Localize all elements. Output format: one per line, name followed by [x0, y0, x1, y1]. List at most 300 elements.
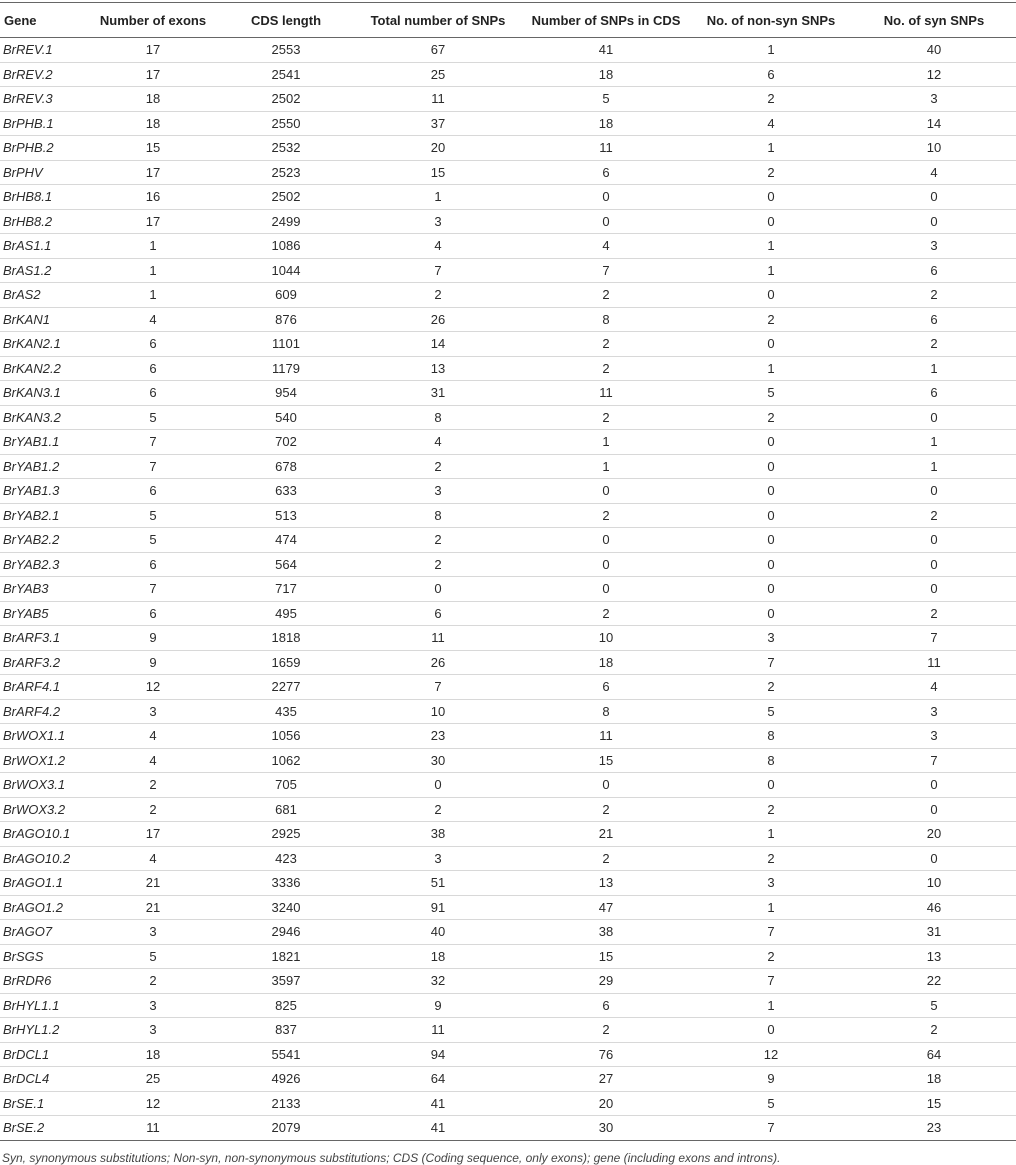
value-cell: 2133: [271, 1095, 301, 1111]
table-row: [0, 993, 1016, 1018]
table-row: [0, 528, 1016, 553]
gene-name-cell: BrHYL1.2: [3, 1022, 60, 1038]
value-cell: 0: [930, 850, 938, 866]
gene-name-cell: BrAS2: [3, 287, 41, 303]
table-header: [0, 3, 1016, 38]
value-cell: 37: [430, 115, 446, 131]
value-cell: 2: [767, 409, 775, 425]
gene-name-cell: BrYAB1.1: [3, 434, 60, 450]
table-row: [0, 773, 1016, 798]
value-cell: 13: [430, 360, 446, 376]
value-cell: 6: [930, 311, 938, 327]
value-cell: 1: [602, 434, 610, 450]
value-cell: 4: [149, 728, 157, 744]
value-cell: 7: [767, 973, 775, 989]
value-cell: 2: [602, 336, 610, 352]
value-cell: 0: [930, 213, 938, 229]
value-cell: 47: [598, 899, 614, 915]
table-footnote: Syn, synonymous substitutions; Non-syn, non-synonymous substitutions; CDS (Coding sequence, only exons); gene (including exons and introns).: [2, 1150, 781, 1165]
value-cell: 6: [149, 556, 157, 572]
value-cell: 1062: [271, 752, 301, 768]
value-cell: 1086: [271, 238, 301, 254]
value-cell: 0: [767, 483, 775, 499]
value-cell: 2: [602, 1022, 610, 1038]
gene-name-cell: BrAGO10.2: [3, 850, 71, 866]
value-cell: 30: [430, 752, 446, 768]
value-cell: 2532: [271, 140, 301, 156]
value-cell: 12: [926, 66, 942, 82]
value-cell: 20: [926, 826, 942, 842]
value-cell: 5: [149, 409, 157, 425]
value-cell: 2: [602, 801, 610, 817]
value-cell: 1659: [271, 654, 301, 670]
value-cell: 2: [602, 605, 610, 621]
value-cell: 0: [602, 189, 610, 205]
value-cell: 94: [430, 1046, 446, 1062]
value-cell: 1821: [271, 948, 301, 964]
value-cell: 21: [145, 875, 161, 891]
value-cell: 8: [434, 409, 442, 425]
gene-name-cell: BrREV.2: [3, 66, 53, 82]
value-cell: 31: [430, 385, 446, 401]
value-cell: 3: [149, 924, 157, 940]
value-cell: 702: [275, 434, 297, 450]
table-row: [0, 1018, 1016, 1043]
value-cell: 1: [149, 238, 157, 254]
value-cell: 4: [930, 679, 938, 695]
value-cell: 31: [926, 924, 942, 940]
value-cell: 41: [430, 1120, 446, 1136]
value-cell: 2: [930, 605, 938, 621]
value-cell: 10: [926, 140, 942, 156]
value-cell: 1: [767, 140, 775, 156]
value-cell: 1056: [271, 728, 301, 744]
value-cell: 15: [598, 752, 614, 768]
column-header: No. of syn SNPs: [883, 12, 985, 28]
value-cell: 15: [926, 1095, 942, 1111]
table-row: [0, 1091, 1016, 1116]
value-cell: 4926: [271, 1071, 301, 1087]
value-cell: 1: [767, 42, 775, 58]
value-cell: 10: [430, 703, 446, 719]
table-row: [0, 136, 1016, 161]
value-cell: 513: [275, 507, 297, 523]
value-cell: 2541: [271, 66, 301, 82]
value-cell: 0: [434, 581, 442, 597]
value-cell: 5: [602, 91, 610, 107]
value-cell: 3: [767, 875, 775, 891]
value-cell: 32: [430, 973, 446, 989]
value-cell: 0: [767, 287, 775, 303]
value-cell: 1: [602, 458, 610, 474]
table-row: [0, 944, 1016, 969]
value-cell: 21: [598, 826, 614, 842]
value-cell: 8: [602, 311, 610, 327]
value-cell: 1: [767, 997, 775, 1013]
value-cell: 12: [145, 1095, 161, 1111]
value-cell: 41: [598, 42, 614, 58]
value-cell: 6: [149, 605, 157, 621]
value-cell: 4: [149, 311, 157, 327]
value-cell: 4: [434, 434, 442, 450]
value-cell: 0: [930, 483, 938, 499]
table-row: [0, 626, 1016, 651]
value-cell: 4: [767, 115, 775, 131]
value-cell: 2: [602, 287, 610, 303]
value-cell: 8: [602, 703, 610, 719]
value-cell: 2277: [271, 679, 301, 695]
value-cell: 2: [767, 311, 775, 327]
value-cell: 1: [930, 458, 938, 474]
value-cell: 423: [275, 850, 297, 866]
value-cell: 6: [930, 262, 938, 278]
table-row: [0, 160, 1016, 185]
value-cell: 2: [767, 850, 775, 866]
value-cell: 0: [930, 581, 938, 597]
table-row: [0, 724, 1016, 749]
value-cell: 0: [767, 336, 775, 352]
value-cell: 2: [434, 556, 442, 572]
value-cell: 2: [149, 777, 157, 793]
value-cell: 2523: [271, 164, 301, 180]
value-cell: 2: [767, 948, 775, 964]
value-cell: 0: [930, 189, 938, 205]
value-cell: 825: [275, 997, 297, 1013]
gene-name-cell: BrAGO1.2: [3, 899, 63, 915]
value-cell: 14: [926, 115, 942, 131]
table-row: [0, 307, 1016, 332]
value-cell: 22: [926, 973, 942, 989]
value-cell: 2553: [271, 42, 301, 58]
table-row: [0, 577, 1016, 602]
value-cell: 2946: [271, 924, 301, 940]
value-cell: 6: [434, 605, 442, 621]
value-cell: 18: [926, 1071, 942, 1087]
column-header: Total number of SNPs: [370, 12, 506, 28]
value-cell: 0: [767, 556, 775, 572]
value-cell: 2: [767, 679, 775, 695]
value-cell: 2502: [271, 91, 301, 107]
value-cell: 67: [430, 42, 446, 58]
value-cell: 17: [145, 164, 161, 180]
value-cell: 1: [149, 262, 157, 278]
value-cell: 435: [275, 703, 297, 719]
value-cell: 0: [767, 581, 775, 597]
value-cell: 3: [930, 728, 938, 744]
value-cell: 0: [930, 409, 938, 425]
value-cell: 3: [930, 238, 938, 254]
value-cell: 6: [149, 483, 157, 499]
table-row: [0, 381, 1016, 406]
gene-name-cell: BrREV.3: [3, 91, 53, 107]
table-row: [0, 1067, 1016, 1092]
value-cell: 876: [275, 311, 297, 327]
gene-name-cell: BrRDR6: [3, 973, 52, 989]
value-cell: 2: [767, 91, 775, 107]
value-cell: 0: [930, 801, 938, 817]
value-cell: 0: [930, 556, 938, 572]
table-row: [0, 748, 1016, 773]
value-cell: 10: [598, 630, 614, 646]
value-cell: 0: [767, 434, 775, 450]
value-cell: 11: [431, 1022, 445, 1038]
value-cell: 495: [275, 605, 297, 621]
gene-name-cell: BrARF3.1: [3, 630, 61, 646]
value-cell: 3: [149, 703, 157, 719]
value-cell: 5: [767, 385, 775, 401]
value-cell: 18: [145, 91, 161, 107]
value-cell: 2: [930, 1022, 938, 1038]
value-cell: 18: [145, 1046, 161, 1062]
value-cell: 0: [434, 777, 442, 793]
value-cell: 20: [598, 1095, 614, 1111]
value-cell: 11: [599, 385, 613, 401]
gene-name-cell: BrKAN3.1: [3, 385, 61, 401]
value-cell: 7: [434, 679, 442, 695]
table-row: [0, 650, 1016, 675]
value-cell: 2925: [271, 826, 301, 842]
value-cell: 1: [767, 262, 775, 278]
table-row: [0, 846, 1016, 871]
value-cell: 2: [602, 360, 610, 376]
table-row: [0, 283, 1016, 308]
gene-name-cell: BrYAB2.3: [3, 556, 60, 572]
column-header: CDS length: [250, 12, 322, 28]
value-cell: 5541: [271, 1046, 301, 1062]
value-cell: 6: [149, 385, 157, 401]
value-cell: 4: [149, 850, 157, 866]
gene-name-cell: BrHYL1.1: [3, 997, 60, 1013]
gene-name-cell: BrPHB.1: [3, 115, 54, 131]
value-cell: 9: [149, 654, 157, 670]
value-cell: 3240: [271, 899, 301, 915]
table-row: [0, 797, 1016, 822]
value-cell: 11: [599, 728, 613, 744]
value-cell: 51: [430, 875, 446, 891]
value-cell: 5: [767, 1095, 775, 1111]
value-cell: 7: [434, 262, 442, 278]
table-row: [0, 675, 1016, 700]
gene-name-cell: BrAS1.1: [3, 238, 52, 254]
value-cell: 609: [275, 287, 297, 303]
value-cell: 7: [930, 752, 938, 768]
gene-name-cell: BrWOX3.2: [3, 801, 66, 817]
value-cell: 7: [149, 581, 157, 597]
value-cell: 6: [767, 66, 775, 82]
value-cell: 21: [145, 899, 161, 915]
table-row: [0, 1116, 1016, 1141]
table-row: [0, 479, 1016, 504]
value-cell: 0: [602, 483, 610, 499]
value-cell: 16: [145, 189, 161, 205]
value-cell: 9: [434, 997, 442, 1013]
table-row: [0, 552, 1016, 577]
value-cell: 717: [275, 581, 297, 597]
value-cell: 3: [930, 703, 938, 719]
table-row: [0, 454, 1016, 479]
value-cell: 17: [145, 826, 161, 842]
value-cell: 2: [930, 336, 938, 352]
value-cell: 3597: [271, 973, 301, 989]
value-cell: 18: [598, 654, 614, 670]
value-cell: 5: [149, 532, 157, 548]
table-row: [0, 111, 1016, 136]
gene-name-cell: BrDCL1: [3, 1046, 50, 1062]
value-cell: 705: [275, 777, 297, 793]
value-cell: 13: [926, 948, 942, 964]
value-cell: 64: [430, 1071, 446, 1087]
value-cell: 0: [602, 532, 610, 548]
value-cell: 11: [431, 91, 445, 107]
value-cell: 0: [602, 581, 610, 597]
value-cell: 2079: [271, 1120, 301, 1136]
value-cell: 1101: [272, 336, 300, 352]
value-cell: 2502: [271, 189, 301, 205]
gene-name-cell: BrWOX3.1: [3, 777, 66, 793]
value-cell: 11: [146, 1120, 160, 1136]
value-cell: 837: [275, 1022, 297, 1038]
value-cell: 25: [145, 1071, 161, 1087]
value-cell: 6: [930, 385, 938, 401]
value-cell: 26: [430, 311, 446, 327]
gene-name-cell: BrHB8.1: [3, 189, 53, 205]
value-cell: 2550: [271, 115, 301, 131]
value-cell: 2: [434, 801, 442, 817]
table-body: [0, 38, 1016, 1141]
value-cell: 6: [149, 360, 157, 376]
value-cell: 0: [767, 458, 775, 474]
value-cell: 7: [149, 434, 157, 450]
gene-name-cell: BrWOX1.2: [3, 752, 66, 768]
value-cell: 6: [602, 679, 610, 695]
value-cell: 0: [767, 507, 775, 523]
table-row: [0, 871, 1016, 896]
value-cell: 2: [767, 801, 775, 817]
column-header: Number of exons: [99, 12, 207, 28]
table-row: [0, 234, 1016, 259]
value-cell: 1: [767, 899, 775, 915]
value-cell: 6: [602, 164, 610, 180]
value-cell: 5: [930, 997, 938, 1013]
value-cell: 7: [767, 1120, 775, 1136]
value-cell: 7: [767, 924, 775, 940]
table-row: [0, 332, 1016, 357]
value-cell: 2: [930, 507, 938, 523]
value-cell: 1044: [271, 262, 301, 278]
value-cell: 2: [767, 164, 775, 180]
value-cell: 678: [275, 458, 297, 474]
value-cell: 1: [930, 434, 938, 450]
value-cell: 17: [145, 42, 161, 58]
value-cell: 4: [434, 238, 442, 254]
value-cell: 8: [434, 507, 442, 523]
table-row: [0, 405, 1016, 430]
value-cell: 2: [434, 458, 442, 474]
gene-name-cell: BrHB8.2: [3, 213, 53, 229]
value-cell: 1: [767, 826, 775, 842]
value-cell: 13: [598, 875, 614, 891]
table-row: [0, 430, 1016, 455]
gene-name-cell: BrPHB.2: [3, 140, 54, 156]
value-cell: 1818: [271, 630, 301, 646]
value-cell: 474: [275, 532, 297, 548]
value-cell: 1: [767, 238, 775, 254]
gene-name-cell: BrAGO10.1: [3, 826, 71, 842]
gene-name-cell: BrYAB5: [3, 605, 49, 621]
value-cell: 8: [767, 752, 775, 768]
gene-name-cell: BrAGO1.1: [3, 875, 63, 891]
gene-name-cell: BrYAB2.1: [3, 507, 60, 523]
value-cell: 681: [275, 801, 297, 817]
header-row: [0, 3, 1016, 38]
gene-name-cell: BrKAN2.1: [3, 336, 61, 352]
value-cell: 40: [430, 924, 446, 940]
table-row: [0, 38, 1016, 63]
value-cell: 46: [926, 899, 942, 915]
value-cell: 2: [930, 287, 938, 303]
column-header: No. of non-syn SNPs: [706, 12, 836, 28]
value-cell: 5: [149, 948, 157, 964]
table-row: [0, 209, 1016, 234]
value-cell: 3: [149, 1022, 157, 1038]
value-cell: 6: [149, 336, 157, 352]
value-cell: 27: [598, 1071, 614, 1087]
value-cell: 11: [599, 140, 613, 156]
value-cell: 5: [767, 703, 775, 719]
value-cell: 564: [275, 556, 297, 572]
value-cell: 6: [602, 997, 610, 1013]
gene-name-cell: BrSGS: [3, 948, 44, 964]
gene-name-cell: BrAGO7: [3, 924, 53, 940]
value-cell: 0: [930, 777, 938, 793]
value-cell: 1: [149, 287, 157, 303]
column-header: Number of SNPs in CDS: [531, 12, 681, 28]
value-cell: 40: [926, 42, 942, 58]
value-cell: 5: [149, 507, 157, 523]
table-row: [0, 185, 1016, 210]
value-cell: 3: [434, 213, 442, 229]
table-row: [0, 1042, 1016, 1067]
value-cell: 41: [430, 1095, 446, 1111]
value-cell: 0: [767, 213, 775, 229]
value-cell: 10: [926, 875, 942, 891]
table-row: [0, 87, 1016, 112]
value-cell: 15: [430, 164, 446, 180]
table-row: [0, 699, 1016, 724]
value-cell: 38: [598, 924, 614, 940]
value-cell: 17: [145, 66, 161, 82]
gene-name-cell: BrDCL4: [3, 1071, 50, 1087]
value-cell: 3: [767, 630, 775, 646]
gene-name-cell: BrARF4.2: [3, 703, 61, 719]
gene-name-cell: BrARF3.2: [3, 654, 61, 670]
value-cell: 3: [434, 483, 442, 499]
value-cell: 4: [602, 238, 610, 254]
value-cell: 15: [598, 948, 614, 964]
gene-name-cell: BrREV.1: [3, 42, 53, 58]
gene-name-cell: BrYAB2.2: [3, 532, 60, 548]
value-cell: 0: [767, 189, 775, 205]
value-cell: 9: [767, 1071, 775, 1087]
value-cell: 0: [767, 1022, 775, 1038]
value-cell: 2499: [271, 213, 301, 229]
value-cell: 91: [430, 899, 446, 915]
value-cell: 1: [434, 189, 442, 205]
gene-name-cell: BrWOX1.1: [3, 728, 66, 744]
value-cell: 2: [149, 973, 157, 989]
value-cell: 0: [767, 605, 775, 621]
table-row: [0, 601, 1016, 626]
